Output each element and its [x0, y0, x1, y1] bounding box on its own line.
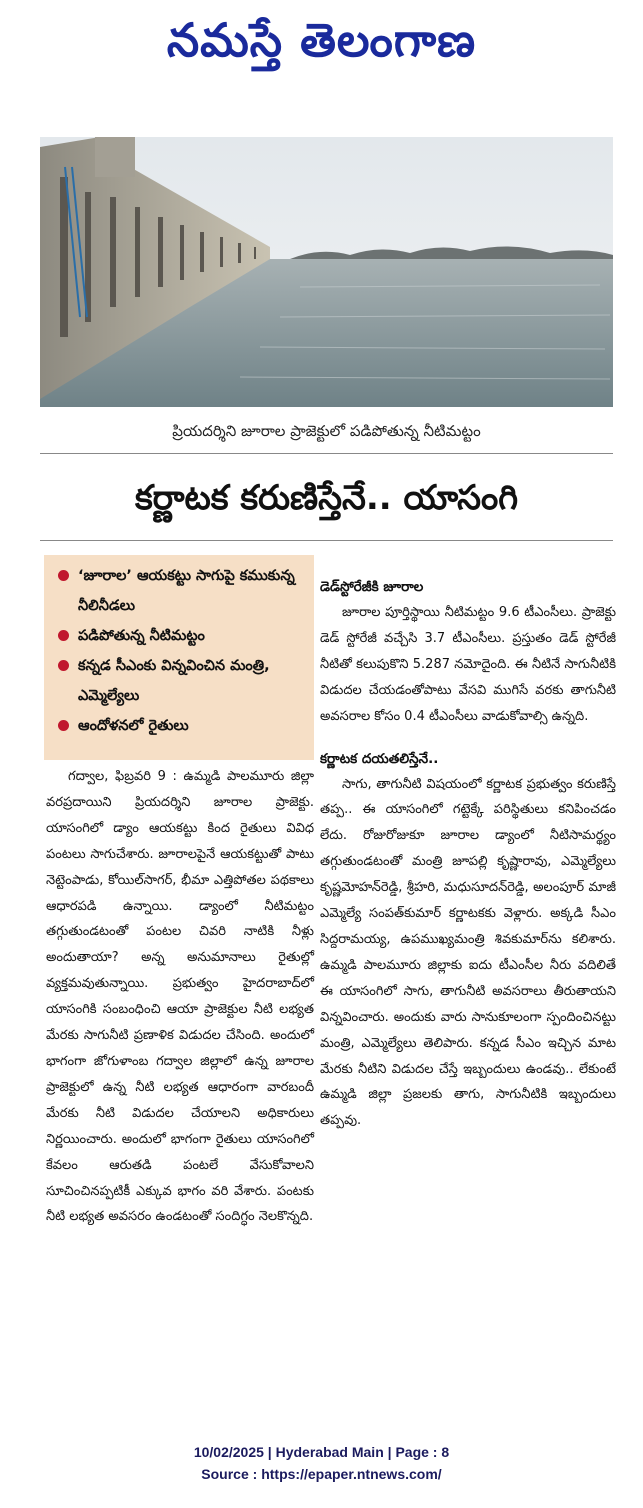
- article-headline: కర్ణాటక కరుణిస్తేనే.. యాసంగి: [134, 478, 519, 518]
- bullet-icon: [58, 660, 69, 671]
- section-heading-dead-storage: డెడ్‌స్టోరేజీకి జూరాల: [320, 579, 424, 595]
- bullet-icon: [58, 630, 69, 641]
- section-heading-karnataka: కర్ణాటక దయతలిస్తేనే..: [320, 750, 439, 767]
- left-column: [46, 764, 314, 1230]
- footer-dateline: 10/02/2025 | Hyderabad Main | Page : 8: [193, 1444, 450, 1460]
- photo-caption: ప్రియదర్శిని జూరాల ప్రాజెక్టులో పడిపోతున్న నీటిమట్టం: [172, 422, 481, 440]
- bullet-icon: [58, 720, 69, 731]
- right-column: [320, 574, 616, 1134]
- highlight-item: పడిపోతున్న నీటిమట్టం: [56, 621, 306, 651]
- headline-divider: [40, 540, 613, 541]
- photo-illustration: [40, 137, 613, 407]
- highlight-item: ఆందోళనలో రైతులు: [56, 711, 306, 741]
- caption-divider: [40, 453, 613, 454]
- bullet-icon: [58, 570, 69, 581]
- newspaper-masthead: నమస్తే తెలంగాణ: [166, 13, 477, 67]
- highlights-box: [44, 555, 314, 760]
- highlight-item: కన్నడ సీఎంకు విన్నవించిన మంత్రి, ఎమ్మెల్యేలు: [56, 651, 306, 711]
- highlight-item: ‘జూరాల’ ఆయకట్టు సాగుపై కముకున్న నీలినీడలు: [56, 561, 306, 621]
- article-body-paragraph: గద్వాల, ఫిబ్రవరి 9 : ఉమ్మడి పాలమూరు జిల్లా వరప్రదాయిని ప్రియదర్శిని జూరాల ప్రాజెక్టు. యాసంగిలో డ్యాం ఆయకట్టు కింద రైతులు వివిధ పంటలు సాగుచేశారు. జూరాలపైనే ఆయకట్టుతో పాటు నెట్టెంపాడు, కోయిల్‌సాగర్, భీమా ఎత్తిపోతల పథకాలు ఆధారపడి ఉన్నాయి. డ్యాంలో నీటిమట్టం తగ్గుతుండటంతో పంటల చివరి నాటికి నీళ్లు అందుతాయా? అన్న అనుమానాలు రైతుల్లో వ్యక్తమవుతున్నాయి. ప్రభుత్వం హైదరాబాద్‌లో యాసంగికి సంబంధించి ఆయా ప్రాజెక్టుల నీటి లభ్యత మేరకు సాగునీటి ప్రణాళిక విడుదల చేసింది. అందులో భాగంగా జోగుళాంబ గద్వాల జిల్లాలో ఉన్న జూరాల ప్రాజెక్టులో ఉన్న నీటి లభ్యత ఆధారంగా వారబందీ మేరకు నీటి విడుదల చేయాలని అధికారులు నిర్ణయించారు. అందులో భాగంగా రైతులు యాసంగిలో కేవలం ఆరుతడి పంటలే వేసుకోవాలని సూచించినప్పటికీ ఎక్కువ భాగం వరి వేశారు. పంటకు నీటి లభ్యత అవసరం ఉండటంతో సందిగ్ధం నెలకొన్నది.: [46, 769, 314, 1225]
- dam-reservoir-photo: [40, 137, 613, 407]
- footer-source: Source : https://epaper.ntnews.com/: [201, 1466, 442, 1482]
- section-paragraph-dead-storage: జూరాల పూర్తిస్థాయి నీటిమట్టం 9.6 టీఎంసీలు. ప్రాజెక్టు డెడ్ స్టోరేజీ వచ్చేసి 3.7 టీఎంసీలు. ప్రస్తుతం డెడ్ స్టోరేజీ నీటితో కలుపుకొని 5.287 నమోదైంది. ఈ నీటినే సాగునీటికి విడుదల చేయడంతోపాటు వేసవి ముగిసే వరకు తాగునీటి అవసరాల కోసం 0.4 టీఎంసీలు వాడుకోవాల్సి ఉన్నది.: [320, 605, 616, 724]
- section-paragraph-karnataka: సాగు, తాగునీటి విషయంలో కర్ణాటక ప్రభుత్వం కరుణిస్తే తప్ప.. ఈ యాసంగిలో గట్టెక్కే పరిస్థితులు కనిపించడం లేదు. రోజురోజుకూ జూరాల డ్యాంలో నీటిసామర్థ్యం తగ్గుతుండటంతో మంత్రి జూపల్లి కృష్ణారావు, ఎమ్మెల్యేలు కృష్ణమోహన్‌రెడ్డి, శ్రీహరి, మధుసూదన్‌రెడ్డి, అలంపూర్ మాజీ ఎమ్మెల్యే సంపత్‌కుమార్ కర్ణాటకకు వెళ్లారు. అక్కడి సీఎం సిద్దరామయ్య, ఉపముఖ్యమంత్రి శివకుమార్‌ను కలిశారు. ఉమ్మడి పాలమూరు జిల్లాకు ఐదు టీఎంసీల నీరు వదిలితే ఈ యాసంగిలో సాగు, తాగునీటి అవసరాలు తీరుతాయని విన్నవించారు. అందుకు వారు సానుకూలంగా స్పందించినట్టు మంత్రి, ఎమ్మెల్యేలు తెలిపారు. కన్నడ సీఎం ఇచ్చిన మాట మేరకు నీటిని విడుదల చేస్తే ఇబ్బందులు ఉండవు.. లేకుంటే ఉమ్మడి జిల్లా ప్రజలకు తాగు, సాగునీటికి ఇబ్బందులు తప్పవు.: [320, 776, 616, 1129]
